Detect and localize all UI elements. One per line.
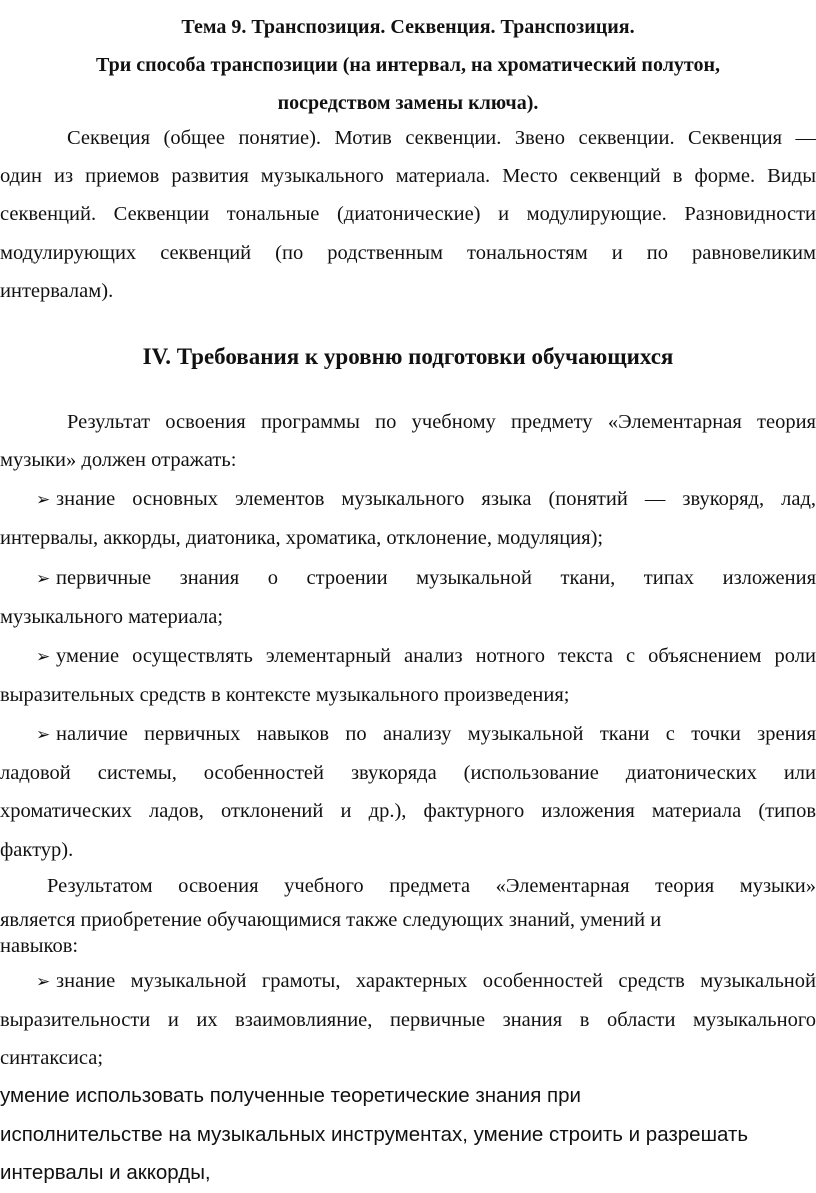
list-item-line-2: музыкального материала; — [0, 606, 224, 629]
sequence-line-5: интервалам). — [0, 279, 114, 302]
list-item-line-1 — [0, 637, 816, 676]
list-item-line-3: синтаксиса; — [0, 1047, 104, 1070]
topic-heading-line-1: Тема 9. Транспозиция. Секвенция. Транспозиция. — [181, 16, 635, 38]
tail-line-1: умение использовать полученные теоретические знания при — [0, 1084, 581, 1107]
list-item-text: первичные знания о строении музыкальной ткани, типах изложения — [56, 567, 816, 589]
list-item-text: знание основных элементов музыкального языка (понятий — звукоряд, лад, — [56, 488, 816, 510]
intro-paragraph-2 — [0, 867, 816, 957]
list-item-line-1 — [0, 480, 816, 519]
list-item-text: наличие первичных навыков по анализу музыкальной ткани с точки зрения — [56, 723, 816, 745]
topic-heading — [0, 8, 816, 122]
arrowhead-bullet-icon: ➢ — [36, 647, 51, 666]
list-item-line-2: интервалы, аккорды, диатоника, хроматика, отклонение, модуляция); — [0, 527, 604, 550]
list-item — [0, 480, 816, 557]
section-title: IV. Требования к уровню подготовки обучающихся — [142, 344, 674, 369]
sequence-line-1: Секвеция (общее понятие). Мотив секвенции. Звено секвенции. Секвенция — — [67, 127, 816, 149]
list-item-line-2: ладовой системы, особенностей звукоряда (использование диатонических или — [0, 762, 816, 785]
list-item-text: умение осуществлять элементарный анализ нотного текста с объяснением роли — [56, 645, 816, 667]
list-item — [0, 637, 816, 714]
topic-heading-line-3: посредством замены ключа). — [277, 92, 539, 114]
tail-paragraph — [0, 1077, 816, 1193]
list-item — [0, 559, 816, 636]
list-item-text: знание музыкальной грамоты, характерных особенностей средств музыкальной — [56, 970, 816, 992]
sequence-line-2: один из приемов развития музыкального материала. Место секвенций в форме. Виды — [0, 165, 816, 188]
sequence-line-4: модулирующих секвенций (по родственным тональностям и по равновеликим — [0, 241, 816, 264]
arrowhead-bullet-icon: ➢ — [36, 725, 51, 744]
list-item-line-1 — [0, 962, 816, 1001]
sequence-paragraph — [0, 119, 816, 310]
topic-heading-line-2: Три способа транспозиции (на интервал, на хроматический полутон, — [96, 54, 720, 76]
list-item-line-3: хроматических ладов, отклонений и др.), фактурного изложения материала (типов — [0, 800, 816, 823]
intro1-line-1: Результат освоения программы по учебному предмету «Элементарная теория — [67, 411, 816, 433]
tail-line-2: исполнительстве на музыкальных инструментах, умение строить и разрешать — [0, 1122, 749, 1146]
intro2-line-2: является приобретение обучающимися также следующих знаний, умений и — [0, 909, 662, 931]
intro2-line-3: навыков: — [0, 935, 79, 957]
intro-paragraph-1 — [0, 403, 816, 479]
tail-line-3: интервалы и аккорды, — [0, 1161, 211, 1184]
list-item-line-1 — [0, 715, 816, 754]
arrowhead-bullet-icon: ➢ — [36, 569, 51, 588]
arrowhead-bullet-icon: ➢ — [36, 972, 51, 991]
list-item — [0, 962, 816, 1078]
list-item — [0, 715, 816, 869]
list-item-line-1 — [0, 559, 816, 598]
intro2-line-1: Результатом освоения учебного предмета «Элементарная теория музыки» — [47, 875, 816, 897]
sequence-line-3: секвенций. Секвенции тональные (диатонические) и модулирующие. Разновидности — [0, 203, 816, 226]
list-item-line-4: фактур). — [0, 838, 74, 861]
intro1-line-2: музыки» должен отражать: — [0, 449, 237, 472]
list-item-line-2: выразительных средств в контексте музыкального произведения; — [0, 684, 570, 707]
list-item-line-2: выразительности и их взаимовлияние, первичные знания в области музыкального — [0, 1009, 816, 1032]
arrowhead-bullet-icon: ➢ — [36, 490, 51, 509]
